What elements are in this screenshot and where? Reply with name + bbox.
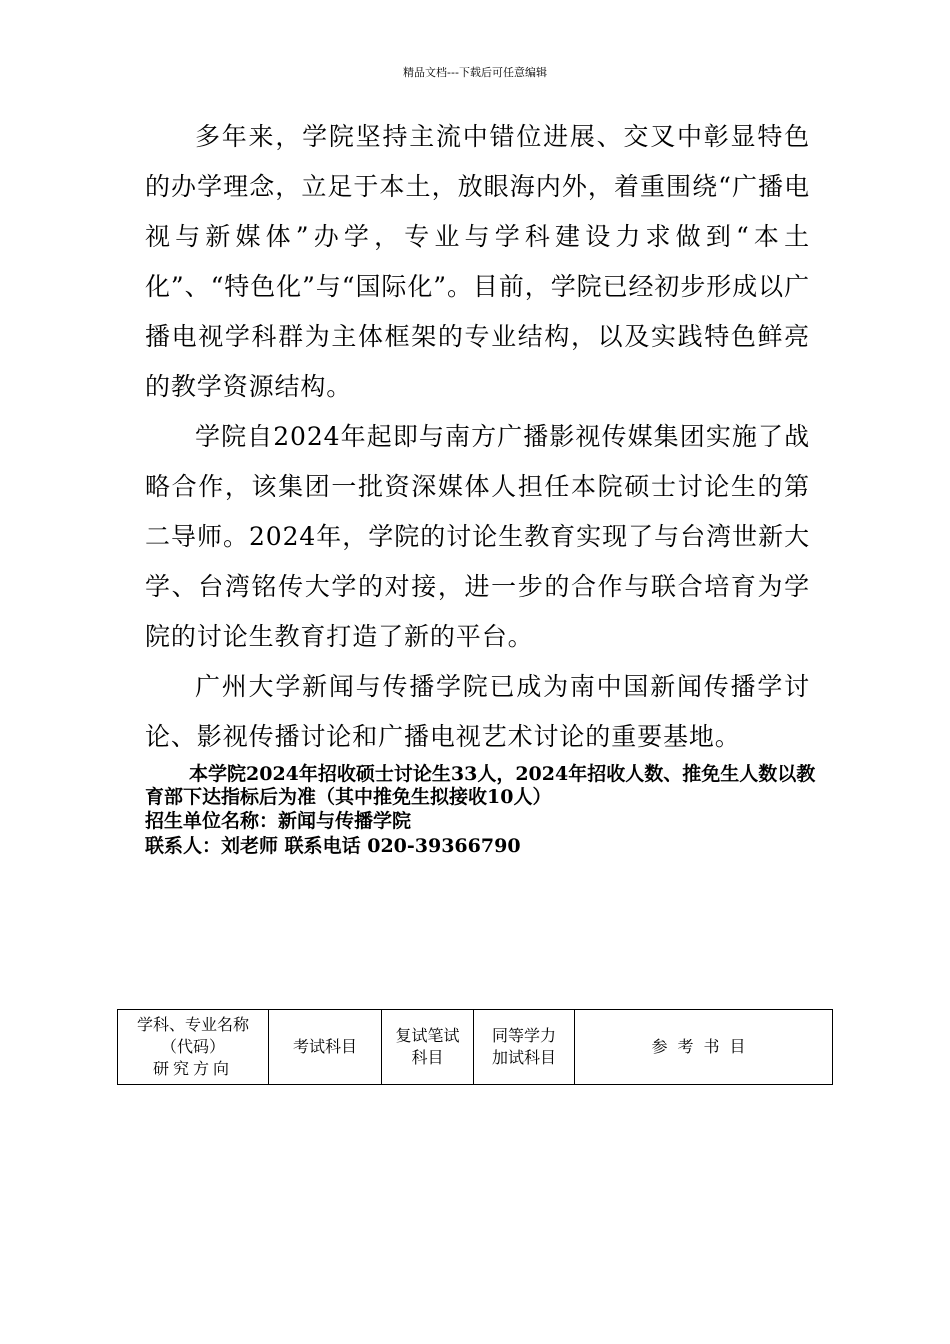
contact-line: 联系人：刘老师 联系电话 020-39366790 [145, 835, 521, 857]
header-cell-equivalent-subjects [474, 1010, 575, 1085]
header-cell-equivalent-line2: 加试科目 [491, 1048, 556, 1067]
header-cell-retest-line1: 复试笔试 [395, 1026, 460, 1045]
subjects-table [117, 1009, 833, 1085]
enrollment-unit: 招生单位名称：新闻与传播学院 [145, 810, 412, 832]
page-header: 精品文档---下载后可任意编辑 [403, 66, 547, 79]
header-cell-discipline-line1: 学科、专业名称 [136, 1015, 249, 1034]
intro-paragraph-1: 多年来，学院坚持主流中错位进展、交叉中彰显特色的办学理念，立足于本土，放眼海内外，着重围绕“广播电视与新媒体”办学，专业与学科建设力求做到“本土化”、“特色化”与“国际化”。目前，学院已经初步形成以广播电视学科群为主体框架的专业结构，以及实践特色鲜亮的教学资源结构。 [145, 122, 810, 401]
header-cell-exam-subjects: 考试科目 [269, 1010, 382, 1085]
intro-paragraph-2: 学院自2024年起即与南方广播影视传媒集团实施了战略合作，该集团一批资深媒体人担任本院硕士讨论生的第二导师。2024年，学院的讨论生教育实现了与台湾世新大学、台湾铭传大学的对接，进一步的合作与联合培育为学院的讨论生教育打造了新的平台。 [145, 422, 810, 651]
header-cell-equivalent-line1: 同等学力 [491, 1026, 556, 1045]
header-cell-discipline-line2: （代码） [160, 1037, 225, 1056]
enrollment-notice: 本学院2024年招收硕士讨论生33人，2024年招收人数、推免生人数以教育部下达指标后为准（其中推免生拟接收10人） [145, 763, 816, 808]
header-cell-discipline [118, 1010, 269, 1085]
header-cell-discipline-line3: 研究方向 [152, 1059, 233, 1078]
header-cell-retest-subjects [382, 1010, 474, 1085]
intro-paragraph-3: 广州大学新闻与传播学院已成为南中国新闻传播学讨论、影视传播讨论和广播电视艺术讨论的重要基地。 [145, 672, 810, 751]
header-cell-retest-line2: 科目 [411, 1048, 444, 1067]
header-cell-reference-books: 参考书目 [575, 1010, 833, 1085]
table-header-row [118, 1010, 833, 1085]
